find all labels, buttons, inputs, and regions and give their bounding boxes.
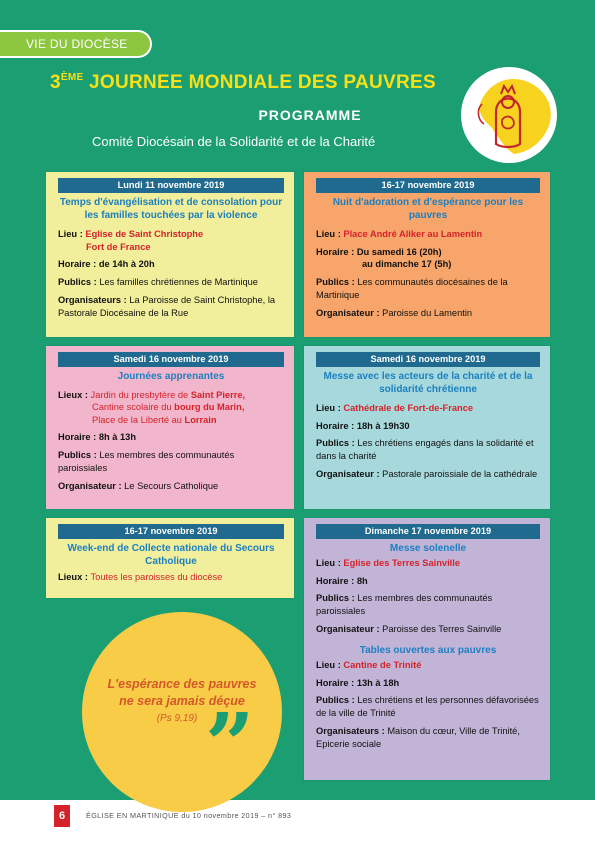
event-box-journees-apprenantes: [46, 346, 294, 509]
horaire-line: Horaire : 8h à 13h: [58, 432, 137, 443]
horaire-line: Horaire : Du samedi 16 (20h) au dimanche 17 (5h): [316, 246, 452, 270]
event-title: Nuit d'adoration et d'espérance pour les pauvres: [332, 196, 524, 221]
footer-text: ÉGLISE EN MARTINIQUE du 10 novembre 2019 – n° 893: [86, 811, 292, 820]
horaire-line-2: Horaire : 13h à 18h: [316, 677, 400, 688]
quote-line-2: ne sera jamais déçue: [119, 693, 245, 708]
section-tab: [0, 30, 152, 58]
horaire-line: Horaire : de 14h à 20h: [58, 259, 155, 270]
lieux-line: Lieux : Toutes les paroisses du diocèse: [58, 571, 223, 582]
publics-line: Publics : Les familles chrétiennes de Martinique: [58, 277, 258, 288]
title-superscript: ÈME: [60, 72, 84, 83]
quote-reference: (Ps 9,19): [156, 713, 198, 724]
organisateurs-line-2: Organisateurs : Maison du cœur, Ville de Trinité, Epicerie sociale: [316, 726, 520, 749]
event-box-dimanche: [304, 518, 550, 780]
box-date-header: Lundi 11 novembre 2019: [58, 178, 284, 193]
horaire-line: Horaire : 18h à 19h30: [316, 420, 410, 431]
event-title: Temps d'évangélisation et de consolation pour les familles touchées par la violence: [59, 196, 283, 221]
quote-mark-icon: ”: [205, 695, 255, 796]
event-title-tables: Tables ouvertes aux pauvres: [359, 644, 497, 656]
lieu-line-2: Lieu : Cantine de Trinité: [316, 659, 422, 670]
quote-line-1: L'espérance des pauvres: [107, 677, 257, 691]
committee-line: Comité Diocésain de la Solidarité et de la Charité: [92, 134, 376, 149]
publics-line-2: Publics : Les chrétiens et les personnes défavorisées de la ville de Trinité: [316, 695, 539, 719]
box-date-header: Samedi 16 novembre 2019: [58, 352, 284, 367]
organisateurs-line: Organisateurs : La Paroisse de Saint Christophe, la Pastorale Diocésaine de la Rue: [58, 295, 276, 318]
lieu-line: Lieu : Place André Aliker au Lamentin: [316, 228, 483, 239]
organisateur-line: Organisateur : Pastorale paroissiale de la cathédrale: [316, 469, 538, 479]
page-number: 6: [54, 805, 70, 827]
page-title: [50, 72, 436, 94]
publics-line: Publics : Les communautés diocésaines de la Martinique: [316, 277, 508, 300]
lieu-line: Lieu : Cathédrale de Fort-de-France: [316, 402, 474, 413]
section-tab-label: VIE DU DIOCÈSE: [26, 37, 128, 51]
box-date-header: Dimanche 17 novembre 2019: [316, 524, 540, 539]
title-prefix: 3: [50, 72, 61, 93]
horaire-line: Horaire : 8h: [316, 575, 368, 586]
box-date-header: 16-17 novembre 2019: [58, 524, 284, 539]
publics-line: Publics : Les membres des communautés paroissiales: [316, 593, 493, 617]
event-box-lundi: [46, 172, 294, 337]
event-box-collecte: [46, 518, 294, 598]
publics-line: Publics : Les chrétiens engagés dans la solidarité et dans la charité: [316, 438, 534, 462]
lieux-line: Lieux : Jardin du presbytère de Saint Pierre, Cantine scolaire du bourg du Marin, Place de la Liberté au Lorrain: [58, 389, 246, 425]
publics-line: Publics : Les membres des communautés paroissiales: [58, 450, 235, 473]
organisateur-line: Organisateur : Paroisse des Terres Sainville: [316, 624, 502, 634]
event-box-messe-charite: [304, 346, 550, 509]
subtitle-text: PROGRAMME: [258, 107, 362, 123]
organisateur-line: Organisateur : Paroisse du Lamentin: [316, 307, 473, 318]
event-title-messe: Messe solenelle: [389, 542, 467, 554]
event-box-nuit-adoration: [304, 172, 550, 337]
lieu-line: Lieu : Eglise des Terres Sainville: [316, 557, 460, 568]
lieu-line: Lieu : Eglise de Saint Christophe Fort de France: [58, 228, 204, 252]
title-main: JOURNEE MONDIALE DES PAUVRES: [83, 72, 436, 93]
organisateur-line: Organisateur : Le Secours Catholique: [58, 480, 219, 491]
subtitle: [0, 107, 520, 123]
event-title: Messe avec les acteurs de la charité et de la solidarité chrétienne: [323, 370, 533, 395]
event-title: Week-end de Collecte nationale du Secours Catholique: [67, 542, 275, 567]
box-date-header: Samedi 16 novembre 2019: [316, 352, 540, 367]
box-date-header: 16-17 novembre 2019: [316, 178, 540, 193]
diocese-logo-image: [458, 64, 560, 166]
event-title: Journées apprenantes: [117, 370, 225, 382]
